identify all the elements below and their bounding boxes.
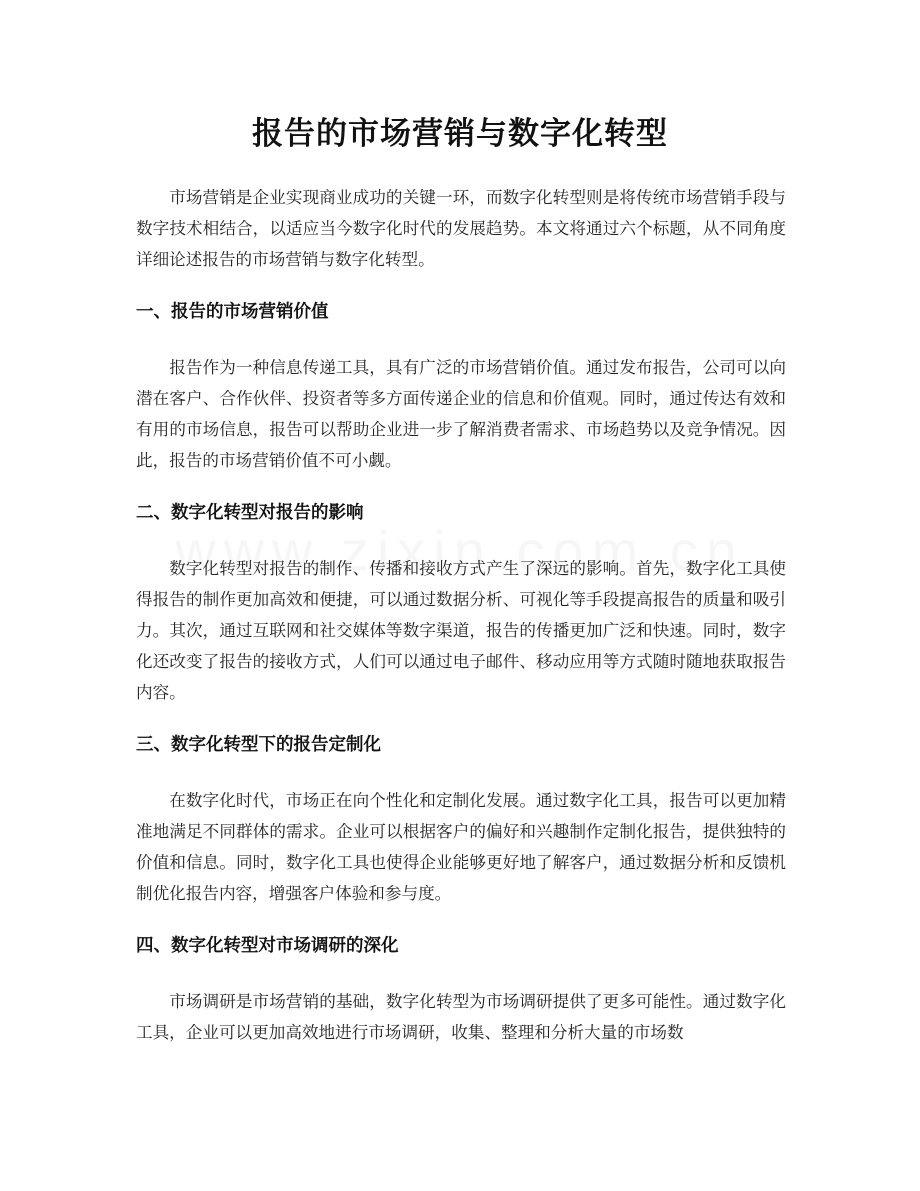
section-4 — [136, 931, 786, 1048]
section-heading: 一、报告的市场营销价值 — [136, 302, 329, 322]
section-heading: 三、数字化转型下的报告定制化 — [136, 735, 381, 755]
document-body — [136, 182, 786, 1070]
section-3 — [136, 730, 786, 909]
section-1 — [136, 297, 786, 476]
document-title: 报告的市场营销与数字化转型 — [252, 116, 668, 152]
section-paragraph: 市场调研是市场营销的基础，数字化转型为市场调研提供了更多可能性。通过数字化工具，企业可以更加高效地进行市场调研，收集、整理和分析大量的市场数 — [136, 992, 786, 1042]
intro-paragraph: 市场营销是企业实现商业成功的关键一环，而数字化转型则是将传统市场营销手段与数字技术相结合，以适应当今数字化时代的发展趋势。本文将通过六个标题，从不同角度详细论述报告的市场营销与数字化转型。 — [136, 188, 786, 269]
section-2 — [136, 498, 786, 708]
section-paragraph: 报告作为一种信息传递工具，具有广泛的市场营销价值。通过发布报告，公司可以向潜在客户、合作伙伴、投资者等多方面传递企业的信息和价值观。同时，通过传达有效和有用的市场信息，报告可以帮助企业进一步了解消费者需求、市场趋势以及竞争情况。因此，报告的市场营销价值不可小觑。 — [136, 358, 786, 470]
section-paragraph: 数字化转型对报告的制作、传播和接收方式产生了深远的影响。首先，数字化工具使得报告的制作更加高效和便捷，可以通过数据分析、可视化等手段提高报告的质量和吸引力。其次，通过互联网和社交媒体等数字渠道，报告的传播更加广泛和快速。同时，数字化还改变了报告的接收方式，人们可以通过电子邮件、移动应用等方式随时随地获取报告内容。 — [136, 559, 786, 702]
section-heading: 二、数字化转型对报告的影响 — [136, 503, 364, 523]
section-paragraph: 在数字化时代，市场正在向个性化和定制化发展。通过数字化工具，报告可以更加精准地满足不同群体的需求。企业可以根据客户的偏好和兴趣制作定制化报告，提供独特的价值和信息。同时，数字化工具也使得企业能够更好地了解客户，通过数据分析和反馈机制优化报告内容，增强客户体验和参与度。 — [136, 791, 786, 903]
section-heading: 四、数字化转型对市场调研的深化 — [136, 936, 399, 956]
